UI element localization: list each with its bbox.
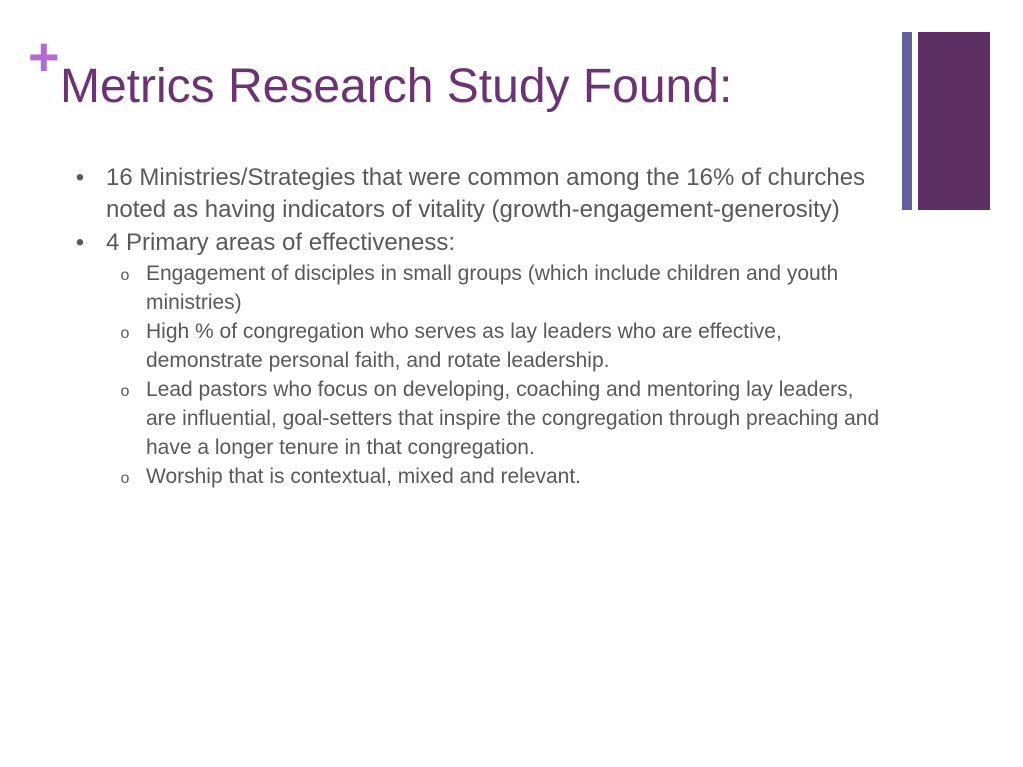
sub-bullet-text: Lead pastors who focus on developing, coaching and mentoring lay leaders, are influential, goal-setters that inspire the congregation through preaching and have a longer tenure in that congregation. (146, 378, 880, 459)
sub-bullet-marker: o (120, 470, 130, 487)
bullet-text: 16 Ministries/Strategies that were common among the 16% of churches noted as having indicators of vitality (growth-engagement-generosity) (106, 164, 866, 223)
bullet-item (70, 162, 885, 226)
sub-bullet-item (106, 462, 885, 491)
bullet-marker: • (75, 229, 85, 256)
sub-bullet-marker: o (120, 383, 130, 400)
bullet-list (70, 162, 885, 492)
sub-bullet-marker: o (120, 267, 130, 284)
sub-bullet-text: High % of congregation who serves as lay leaders who are effective, demonstrate personal faith, and rotate leadership. (146, 320, 782, 372)
accent-bar-thin (902, 32, 912, 210)
plus-mark: + (28, 27, 60, 87)
sub-bullet-item (106, 259, 885, 317)
sub-bullet-item (106, 317, 885, 375)
slide-title: Metrics Research Study Found: (60, 60, 733, 113)
sub-bullet-item (106, 375, 885, 462)
sub-bullet-list (106, 259, 885, 491)
accent-bar-thick (918, 32, 990, 210)
bullet-text: 4 Primary areas of effectiveness: (106, 229, 456, 256)
sub-bullet-text: Engagement of disciples in small groups (which include children and youth ministries) (146, 262, 839, 314)
bullet-item (70, 227, 885, 491)
bullet-marker: • (75, 164, 85, 191)
sub-bullet-marker: o (120, 325, 130, 342)
sub-bullet-text: Worship that is contextual, mixed and relevant. (146, 465, 582, 488)
